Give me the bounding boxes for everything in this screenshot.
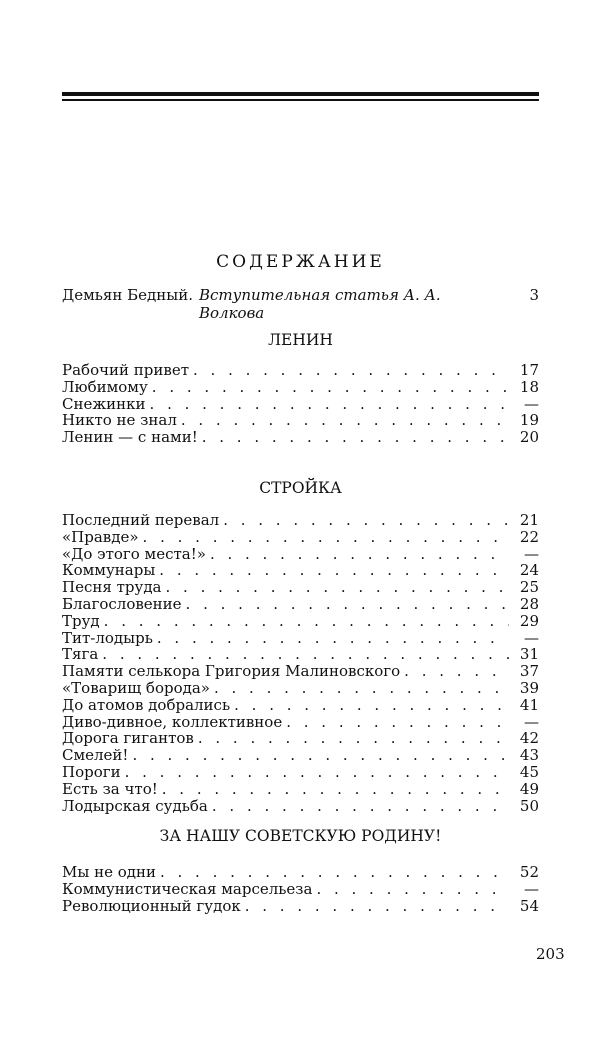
toc-entry [62, 362, 539, 379]
entry-title: Песня труда [62, 578, 162, 597]
entry-page: 52 [519, 863, 539, 881]
toc-entry [62, 798, 539, 815]
entry-title: Рабочий привет [62, 361, 189, 379]
dot-leader [241, 898, 509, 915]
dot-leader [121, 764, 509, 781]
entry-page: — [524, 712, 539, 731]
toc-entry [62, 730, 539, 747]
entry-page: 37 [519, 662, 539, 681]
entry-page: 50 [519, 796, 539, 815]
toc-entry [62, 429, 539, 446]
entry-page: 45 [519, 762, 539, 781]
section-heading-rodina: ЗА НАШУ СОВЕТСКУЮ РОДИНУ! [159, 827, 442, 845]
entry-page: 17 [519, 361, 539, 379]
toc-entry [62, 881, 539, 898]
entry-page: 18 [519, 377, 539, 396]
toc-entry [62, 680, 539, 697]
toc-entry [62, 562, 539, 579]
dot-leader [100, 613, 509, 630]
entry-title: Мы не одни [62, 863, 156, 881]
toc-entry [62, 646, 539, 663]
dot-leader [153, 630, 509, 647]
section-list-stroika [62, 512, 539, 814]
entry-title: Пороги [62, 762, 121, 781]
toc-entry [62, 379, 539, 396]
intro-entry [62, 286, 539, 322]
dot-leader [189, 362, 509, 379]
toc-entry [62, 412, 539, 429]
entry-page: 24 [519, 561, 539, 580]
intro-author: Демьян Бедный. [62, 286, 193, 304]
dot-leader [208, 798, 509, 815]
toc-entry [62, 663, 539, 680]
top-rule [62, 92, 539, 101]
entry-page: 39 [519, 678, 539, 697]
entry-page: 31 [519, 645, 539, 664]
entry-title: «До этого места!» [62, 544, 206, 563]
toc-entry [62, 697, 539, 714]
entry-title: Революционный гудок [62, 896, 241, 915]
dot-leader [128, 747, 509, 764]
dot-leader [312, 881, 509, 898]
dot-leader [146, 396, 509, 413]
toc-entry [62, 512, 539, 529]
entry-page: 19 [519, 411, 539, 430]
dot-leader [206, 546, 509, 563]
dot-leader [194, 730, 509, 747]
entry-title: Коммунары [62, 561, 156, 580]
section-heading-lenin: ЛЕНИН [268, 331, 333, 349]
toc-entry [62, 714, 539, 731]
dot-leader [198, 429, 509, 446]
entry-title: Ленин — с нами! [62, 428, 198, 447]
dot-leader [158, 781, 509, 798]
toc-entry [62, 781, 539, 798]
entry-page: 43 [519, 746, 539, 765]
toc-entry [62, 864, 539, 881]
intro-page: 3 [529, 286, 539, 304]
toc-entry [62, 596, 539, 613]
entry-title: До атомов добрались [62, 695, 231, 714]
toc-entry [62, 898, 539, 915]
dot-leader [162, 579, 510, 596]
dot-leader [230, 697, 509, 714]
entry-title: Лодырская судьба [62, 796, 208, 815]
entry-page: 54 [519, 896, 539, 915]
dot-leader [148, 379, 509, 396]
section-list-rodina [62, 864, 539, 914]
dot-leader [210, 680, 509, 697]
entry-title: «Товарищ борода» [62, 678, 210, 697]
entry-title: Тяга [62, 645, 99, 664]
entry-page: — [524, 879, 539, 898]
entry-page: 42 [519, 729, 539, 748]
entry-page: 25 [519, 578, 539, 597]
toc-entry [62, 613, 539, 630]
toc-entry [62, 764, 539, 781]
entry-title: Есть за что! [62, 779, 158, 798]
toc-entry [62, 546, 539, 563]
intro-description: Вступительная статья А. А. Волкова [198, 286, 441, 322]
entry-page: 28 [519, 594, 539, 613]
entry-page: 49 [519, 779, 539, 798]
entry-page: 22 [519, 527, 539, 546]
entry-page: — [524, 628, 539, 647]
entry-title: Снежинки [62, 394, 146, 413]
toc-entry [62, 630, 539, 647]
dot-leader [219, 512, 509, 529]
section-list-lenin [62, 362, 539, 446]
toc-entry [62, 529, 539, 546]
entry-page: 21 [519, 511, 539, 529]
entry-title: Последний перевал [62, 511, 220, 529]
dot-leader [98, 646, 509, 663]
entry-title: Труд [62, 611, 100, 630]
dot-leader [400, 663, 509, 680]
page-title: СОДЕРЖАНИЕ [216, 252, 385, 272]
section-heading-stroika: СТРОЙКА [259, 479, 342, 497]
entry-title: Коммунистическая марсельеза [62, 879, 313, 898]
page-number: 203 [536, 945, 565, 963]
toc-entry [62, 396, 539, 413]
dot-leader [177, 412, 509, 429]
entry-title: Тит-лодырь [62, 628, 153, 647]
entry-title: Диво-дивное, коллективное [62, 712, 283, 731]
entry-title: «Правде» [62, 527, 139, 546]
entry-title: Памяти селькора Григория Малиновского [62, 662, 401, 681]
entry-title: Никто не знал [62, 411, 177, 430]
entry-page: 20 [519, 428, 539, 447]
entry-page: — [524, 544, 539, 563]
dot-leader [182, 596, 509, 613]
dot-leader [155, 562, 509, 579]
entry-title: Дорога гигантов [62, 729, 194, 748]
toc-entry [62, 747, 539, 764]
entry-page: — [524, 394, 539, 413]
entry-title: Любимому [62, 377, 148, 396]
toc-entry [62, 579, 539, 596]
entry-page: 29 [519, 611, 539, 630]
entry-title: Благословение [62, 594, 182, 613]
dot-leader [282, 714, 509, 731]
dot-leader [156, 864, 509, 881]
entry-title: Смелей! [62, 746, 129, 765]
entry-page: 41 [519, 695, 539, 714]
dot-leader [139, 529, 509, 546]
